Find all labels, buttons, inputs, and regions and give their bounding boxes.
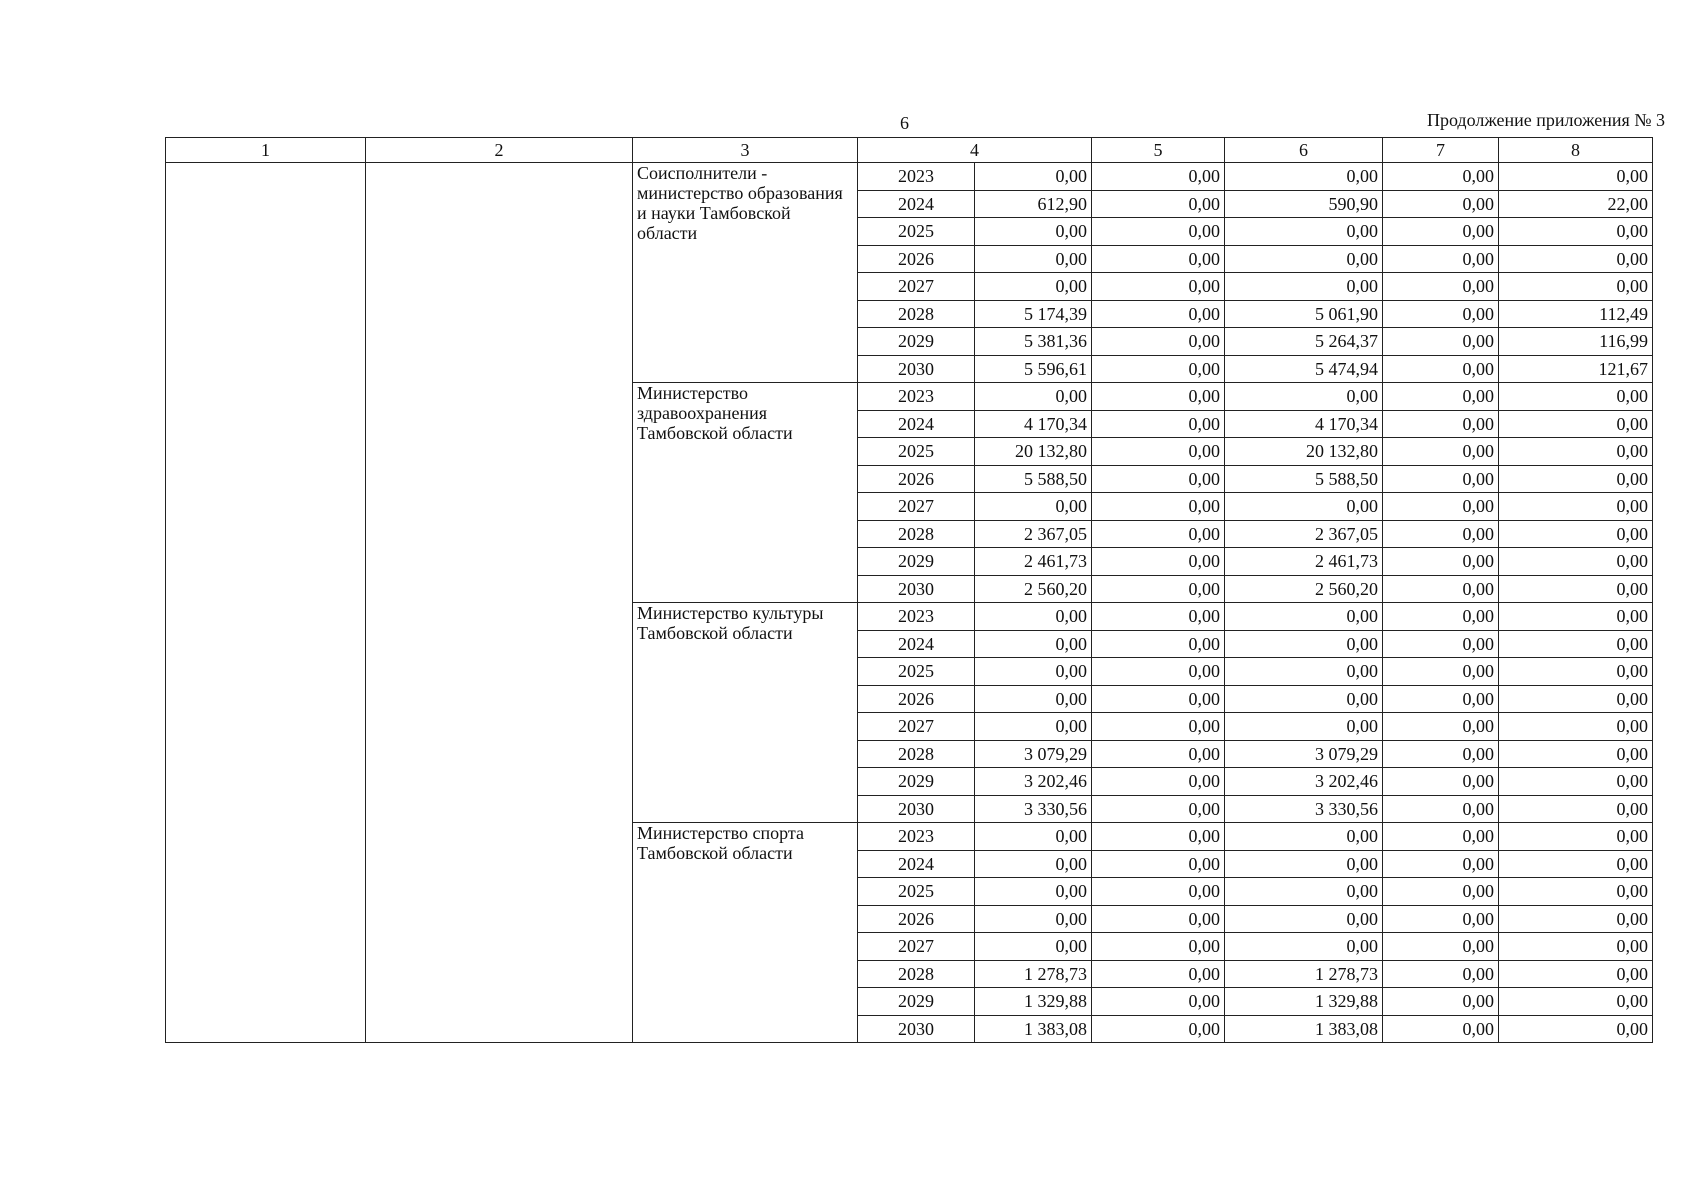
year-cell: 2026 bbox=[858, 465, 975, 493]
year-cell: 2028 bbox=[858, 520, 975, 548]
value-cell-c6: 0,00 bbox=[1225, 245, 1383, 273]
value-cell-c4: 3 079,29 bbox=[975, 740, 1092, 768]
value-cell-c5: 0,00 bbox=[1092, 823, 1225, 851]
value-cell-c5: 0,00 bbox=[1092, 218, 1225, 246]
value-cell-c8: 0,00 bbox=[1499, 493, 1653, 521]
year-cell: 2029 bbox=[858, 548, 975, 576]
value-cell-c8: 0,00 bbox=[1499, 410, 1653, 438]
year-cell: 2024 bbox=[858, 630, 975, 658]
value-cell-c6: 0,00 bbox=[1225, 933, 1383, 961]
value-cell-c6: 5 474,94 bbox=[1225, 355, 1383, 383]
value-cell-c8: 0,00 bbox=[1499, 905, 1653, 933]
value-cell-c7: 0,00 bbox=[1383, 933, 1499, 961]
value-cell-c5: 0,00 bbox=[1092, 548, 1225, 576]
year-cell: 2023 bbox=[858, 163, 975, 191]
year-cell: 2023 bbox=[858, 383, 975, 411]
value-cell-c8: 0,00 bbox=[1499, 988, 1653, 1016]
value-cell-c5: 0,00 bbox=[1092, 988, 1225, 1016]
value-cell-c5: 0,00 bbox=[1092, 410, 1225, 438]
value-cell-c8: 0,00 bbox=[1499, 933, 1653, 961]
value-cell-c7: 0,00 bbox=[1383, 328, 1499, 356]
value-cell-c7: 0,00 bbox=[1383, 630, 1499, 658]
value-cell-c6: 2 461,73 bbox=[1225, 548, 1383, 576]
value-cell-c8: 22,00 bbox=[1499, 190, 1653, 218]
value-cell-c6: 0,00 bbox=[1225, 630, 1383, 658]
value-cell-c7: 0,00 bbox=[1383, 548, 1499, 576]
value-cell-c8: 0,00 bbox=[1499, 878, 1653, 906]
col-header-6: 6 bbox=[1225, 138, 1383, 163]
year-cell: 2030 bbox=[858, 1015, 975, 1043]
year-cell: 2028 bbox=[858, 300, 975, 328]
value-cell-c5: 0,00 bbox=[1092, 630, 1225, 658]
value-cell-c5: 0,00 bbox=[1092, 685, 1225, 713]
col-header-3: 3 bbox=[633, 138, 858, 163]
value-cell-c4: 0,00 bbox=[975, 163, 1092, 191]
value-cell-c7: 0,00 bbox=[1383, 905, 1499, 933]
value-cell-c8: 0,00 bbox=[1499, 218, 1653, 246]
value-cell-c5: 0,00 bbox=[1092, 933, 1225, 961]
value-cell-c7: 0,00 bbox=[1383, 740, 1499, 768]
value-cell-c7: 0,00 bbox=[1383, 850, 1499, 878]
value-cell-c7: 0,00 bbox=[1383, 355, 1499, 383]
value-cell-c8: 0,00 bbox=[1499, 713, 1653, 741]
page-number: 6 bbox=[900, 113, 909, 133]
year-cell: 2027 bbox=[858, 933, 975, 961]
value-cell-c6: 0,00 bbox=[1225, 383, 1383, 411]
value-cell-c5: 0,00 bbox=[1092, 878, 1225, 906]
value-cell-c8: 0,00 bbox=[1499, 768, 1653, 796]
value-cell-c6: 0,00 bbox=[1225, 878, 1383, 906]
value-cell-c5: 0,00 bbox=[1092, 850, 1225, 878]
value-cell-c8: 0,00 bbox=[1499, 630, 1653, 658]
value-cell-c5: 0,00 bbox=[1092, 1015, 1225, 1043]
value-cell-c8: 0,00 bbox=[1499, 383, 1653, 411]
year-cell: 2024 bbox=[858, 850, 975, 878]
year-cell: 2024 bbox=[858, 410, 975, 438]
value-cell-c7: 0,00 bbox=[1383, 410, 1499, 438]
value-cell-c7: 0,00 bbox=[1383, 960, 1499, 988]
value-cell-c7: 0,00 bbox=[1383, 465, 1499, 493]
value-cell-c7: 0,00 bbox=[1383, 575, 1499, 603]
value-cell-c8: 0,00 bbox=[1499, 795, 1653, 823]
value-cell-c4: 0,00 bbox=[975, 685, 1092, 713]
executor-cell: Министерство спорта Тамбовской области bbox=[633, 823, 858, 1043]
year-cell: 2023 bbox=[858, 823, 975, 851]
budget-table bbox=[165, 137, 1653, 1043]
year-cell: 2026 bbox=[858, 685, 975, 713]
header-row bbox=[166, 138, 1653, 163]
continuation-label: Продолжение приложения № 3 bbox=[1426, 110, 1665, 130]
value-cell-c6: 3 079,29 bbox=[1225, 740, 1383, 768]
value-cell-c6: 2 367,05 bbox=[1225, 520, 1383, 548]
year-cell: 2025 bbox=[858, 878, 975, 906]
year-cell: 2030 bbox=[858, 575, 975, 603]
value-cell-c4: 5 381,36 bbox=[975, 328, 1092, 356]
value-cell-c5: 0,00 bbox=[1092, 575, 1225, 603]
value-cell-c8: 0,00 bbox=[1499, 520, 1653, 548]
value-cell-c8: 0,00 bbox=[1499, 273, 1653, 301]
value-cell-c6: 0,00 bbox=[1225, 823, 1383, 851]
value-cell-c7: 0,00 bbox=[1383, 383, 1499, 411]
value-cell-c6: 5 588,50 bbox=[1225, 465, 1383, 493]
value-cell-c7: 0,00 bbox=[1383, 163, 1499, 191]
value-cell-c6: 5 264,37 bbox=[1225, 328, 1383, 356]
value-cell-c5: 0,00 bbox=[1092, 273, 1225, 301]
value-cell-c4: 0,00 bbox=[975, 218, 1092, 246]
value-cell-c7: 0,00 bbox=[1383, 878, 1499, 906]
year-cell: 2025 bbox=[858, 658, 975, 686]
year-cell: 2025 bbox=[858, 438, 975, 466]
value-cell-c4: 0,00 bbox=[975, 713, 1092, 741]
year-cell: 2028 bbox=[858, 740, 975, 768]
value-cell-c8: 0,00 bbox=[1499, 1015, 1653, 1043]
value-cell-c4: 1 329,88 bbox=[975, 988, 1092, 1016]
value-cell-c5: 0,00 bbox=[1092, 795, 1225, 823]
value-cell-c6: 1 383,08 bbox=[1225, 1015, 1383, 1043]
col-header-7: 7 bbox=[1383, 138, 1499, 163]
value-cell-c7: 0,00 bbox=[1383, 658, 1499, 686]
value-cell-c4: 5 174,39 bbox=[975, 300, 1092, 328]
value-cell-c4: 3 330,56 bbox=[975, 795, 1092, 823]
value-cell-c6: 0,00 bbox=[1225, 218, 1383, 246]
value-cell-c5: 0,00 bbox=[1092, 245, 1225, 273]
value-cell-c4: 0,00 bbox=[975, 823, 1092, 851]
value-cell-c5: 0,00 bbox=[1092, 493, 1225, 521]
value-cell-c4: 0,00 bbox=[975, 245, 1092, 273]
value-cell-c7: 0,00 bbox=[1383, 603, 1499, 631]
value-cell-c5: 0,00 bbox=[1092, 905, 1225, 933]
value-cell-c8: 116,99 bbox=[1499, 328, 1653, 356]
value-cell-c7: 0,00 bbox=[1383, 823, 1499, 851]
value-cell-c8: 0,00 bbox=[1499, 245, 1653, 273]
value-cell-c6: 0,00 bbox=[1225, 905, 1383, 933]
value-cell-c4: 0,00 bbox=[975, 383, 1092, 411]
year-cell: 2029 bbox=[858, 768, 975, 796]
value-cell-c5: 0,00 bbox=[1092, 603, 1225, 631]
year-cell: 2028 bbox=[858, 960, 975, 988]
value-cell-c4: 0,00 bbox=[975, 630, 1092, 658]
value-cell-c4: 4 170,34 bbox=[975, 410, 1092, 438]
value-cell-c8: 0,00 bbox=[1499, 685, 1653, 713]
value-cell-c5: 0,00 bbox=[1092, 438, 1225, 466]
year-cell: 2023 bbox=[858, 603, 975, 631]
year-cell: 2027 bbox=[858, 493, 975, 521]
year-cell: 2029 bbox=[858, 328, 975, 356]
table-body bbox=[166, 163, 1653, 1043]
value-cell-c7: 0,00 bbox=[1383, 273, 1499, 301]
value-cell-c6: 0,00 bbox=[1225, 493, 1383, 521]
value-cell-c7: 0,00 bbox=[1383, 218, 1499, 246]
table-row bbox=[166, 163, 1653, 191]
value-cell-c8: 0,00 bbox=[1499, 740, 1653, 768]
value-cell-c8: 0,00 bbox=[1499, 438, 1653, 466]
value-cell-c6: 1 278,73 bbox=[1225, 960, 1383, 988]
value-cell-c8: 0,00 bbox=[1499, 658, 1653, 686]
value-cell-c6: 0,00 bbox=[1225, 163, 1383, 191]
executor-cell: Соисполнители - министерство образования и науки Тамбовской области bbox=[633, 163, 858, 383]
value-cell-c7: 0,00 bbox=[1383, 438, 1499, 466]
value-cell-c6: 3 330,56 bbox=[1225, 795, 1383, 823]
value-cell-c4: 0,00 bbox=[975, 905, 1092, 933]
value-cell-c6: 4 170,34 bbox=[1225, 410, 1383, 438]
value-cell-c5: 0,00 bbox=[1092, 768, 1225, 796]
value-cell-c4: 0,00 bbox=[975, 273, 1092, 301]
value-cell-c5: 0,00 bbox=[1092, 190, 1225, 218]
value-cell-c6: 0,00 bbox=[1225, 273, 1383, 301]
col-header-4: 4 bbox=[858, 138, 1092, 163]
value-cell-c6: 0,00 bbox=[1225, 603, 1383, 631]
value-cell-c5: 0,00 bbox=[1092, 960, 1225, 988]
value-cell-c4: 0,00 bbox=[975, 878, 1092, 906]
value-cell-c4: 2 461,73 bbox=[975, 548, 1092, 576]
value-cell-c5: 0,00 bbox=[1092, 328, 1225, 356]
value-cell-c7: 0,00 bbox=[1383, 300, 1499, 328]
value-cell-c5: 0,00 bbox=[1092, 300, 1225, 328]
year-cell: 2030 bbox=[858, 355, 975, 383]
executor-cell: Министерство культуры Тамбовской области bbox=[633, 603, 858, 823]
value-cell-c4: 0,00 bbox=[975, 850, 1092, 878]
value-cell-c4: 3 202,46 bbox=[975, 768, 1092, 796]
executor-cell: Министерство здравоохранения Тамбовской области bbox=[633, 383, 858, 603]
value-cell-c8: 112,49 bbox=[1499, 300, 1653, 328]
value-cell-c6: 0,00 bbox=[1225, 685, 1383, 713]
value-cell-c5: 0,00 bbox=[1092, 713, 1225, 741]
value-cell-c6: 2 560,20 bbox=[1225, 575, 1383, 603]
value-cell-c7: 0,00 bbox=[1383, 493, 1499, 521]
value-cell-c7: 0,00 bbox=[1383, 520, 1499, 548]
value-cell-c6: 3 202,46 bbox=[1225, 768, 1383, 796]
value-cell-c4: 612,90 bbox=[975, 190, 1092, 218]
value-cell-c4: 2 367,05 bbox=[975, 520, 1092, 548]
value-cell-c4: 2 560,20 bbox=[975, 575, 1092, 603]
value-cell-c6: 0,00 bbox=[1225, 850, 1383, 878]
value-cell-c4: 5 588,50 bbox=[975, 465, 1092, 493]
year-cell: 2027 bbox=[858, 713, 975, 741]
value-cell-c5: 0,00 bbox=[1092, 520, 1225, 548]
year-cell: 2030 bbox=[858, 795, 975, 823]
value-cell-c8: 0,00 bbox=[1499, 163, 1653, 191]
value-cell-c6: 5 061,90 bbox=[1225, 300, 1383, 328]
value-cell-c4: 1 383,08 bbox=[975, 1015, 1092, 1043]
col-header-5: 5 bbox=[1092, 138, 1225, 163]
value-cell-c7: 0,00 bbox=[1383, 1015, 1499, 1043]
value-cell-c8: 0,00 bbox=[1499, 575, 1653, 603]
value-cell-c8: 0,00 bbox=[1499, 465, 1653, 493]
value-cell-c6: 20 132,80 bbox=[1225, 438, 1383, 466]
value-cell-c4: 5 596,61 bbox=[975, 355, 1092, 383]
value-cell-c6: 0,00 bbox=[1225, 658, 1383, 686]
value-cell-c7: 0,00 bbox=[1383, 988, 1499, 1016]
blank-cell-col-2 bbox=[366, 163, 633, 1043]
value-cell-c5: 0,00 bbox=[1092, 383, 1225, 411]
value-cell-c4: 0,00 bbox=[975, 493, 1092, 521]
value-cell-c7: 0,00 bbox=[1383, 245, 1499, 273]
value-cell-c8: 121,67 bbox=[1499, 355, 1653, 383]
value-cell-c8: 0,00 bbox=[1499, 603, 1653, 631]
value-cell-c7: 0,00 bbox=[1383, 713, 1499, 741]
value-cell-c5: 0,00 bbox=[1092, 740, 1225, 768]
col-header-2: 2 bbox=[366, 138, 633, 163]
value-cell-c5: 0,00 bbox=[1092, 355, 1225, 383]
value-cell-c4: 0,00 bbox=[975, 658, 1092, 686]
value-cell-c4: 20 132,80 bbox=[975, 438, 1092, 466]
col-header-8: 8 bbox=[1499, 138, 1653, 163]
year-cell: 2025 bbox=[858, 218, 975, 246]
value-cell-c5: 0,00 bbox=[1092, 163, 1225, 191]
value-cell-c6: 0,00 bbox=[1225, 713, 1383, 741]
value-cell-c7: 0,00 bbox=[1383, 795, 1499, 823]
value-cell-c7: 0,00 bbox=[1383, 190, 1499, 218]
year-cell: 2029 bbox=[858, 988, 975, 1016]
value-cell-c4: 0,00 bbox=[975, 933, 1092, 961]
year-cell: 2026 bbox=[858, 905, 975, 933]
year-cell: 2027 bbox=[858, 273, 975, 301]
value-cell-c8: 0,00 bbox=[1499, 850, 1653, 878]
year-cell: 2026 bbox=[858, 245, 975, 273]
value-cell-c7: 0,00 bbox=[1383, 685, 1499, 713]
year-cell: 2024 bbox=[858, 190, 975, 218]
value-cell-c5: 0,00 bbox=[1092, 658, 1225, 686]
value-cell-c8: 0,00 bbox=[1499, 548, 1653, 576]
value-cell-c8: 0,00 bbox=[1499, 823, 1653, 851]
col-header-1: 1 bbox=[166, 138, 366, 163]
value-cell-c4: 0,00 bbox=[975, 603, 1092, 631]
value-cell-c4: 1 278,73 bbox=[975, 960, 1092, 988]
blank-cell-col-1 bbox=[166, 163, 366, 1043]
value-cell-c6: 590,90 bbox=[1225, 190, 1383, 218]
value-cell-c6: 1 329,88 bbox=[1225, 988, 1383, 1016]
value-cell-c7: 0,00 bbox=[1383, 768, 1499, 796]
value-cell-c8: 0,00 bbox=[1499, 960, 1653, 988]
value-cell-c5: 0,00 bbox=[1092, 465, 1225, 493]
